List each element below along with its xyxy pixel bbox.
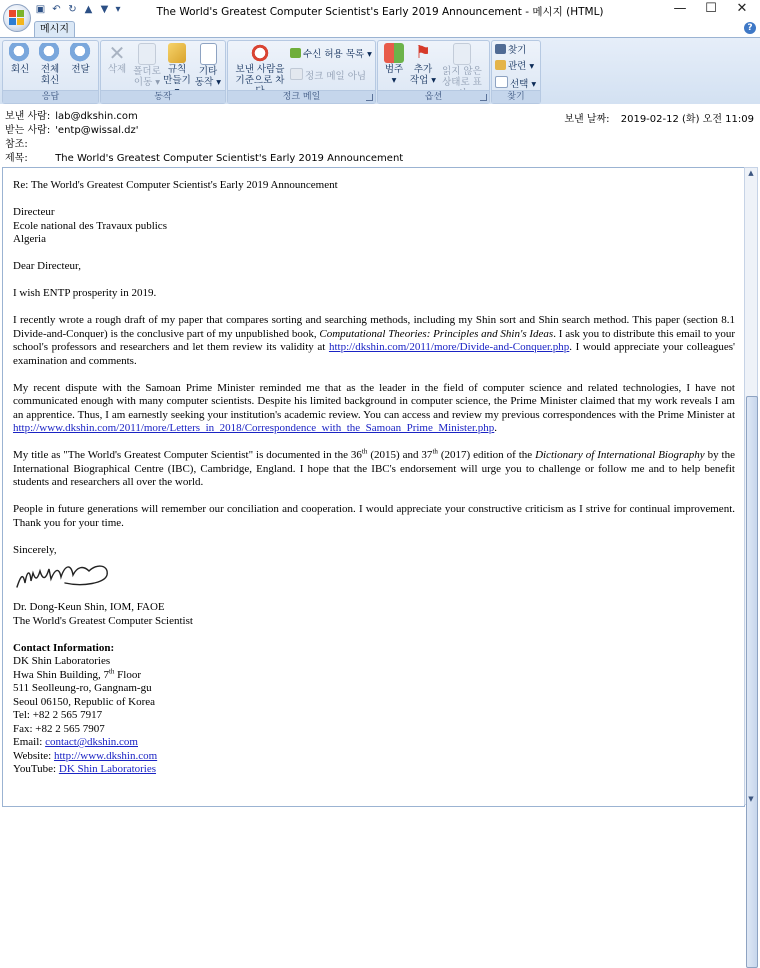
move-to-folder-button[interactable]: 폴더로 이동 ▾ bbox=[132, 43, 162, 88]
customize-qat-icon[interactable]: ▾ bbox=[115, 4, 121, 15]
save-icon[interactable]: ▣ bbox=[35, 4, 46, 15]
divide-conquer-link[interactable]: http://dkshin.com/2011/more/Divide-and-Conquer.php bbox=[328, 341, 570, 353]
minimize-button[interactable]: — bbox=[673, 1, 687, 16]
message-body bbox=[2, 167, 745, 807]
reply-icon bbox=[9, 43, 31, 63]
tab-message[interactable]: 메시지 bbox=[34, 21, 75, 38]
previous-item-icon[interactable]: ▲ bbox=[84, 4, 93, 15]
reply-button[interactable]: 회신 bbox=[6, 43, 34, 75]
block-sender-button[interactable]: 보낸 사람을 기준으로 차 bbox=[231, 43, 289, 97]
contact-email: Email: contact@dkshin.com bbox=[13, 736, 138, 748]
subject-row: 제목: The World's Greatest Computer Scientist's Early 2019 Announcement bbox=[5, 153, 404, 164]
paragraph-5: People in future generations will remember our conciliation and cooperation. I would appreciate your constructive criticism as I strive for continual improvement. Thank you for your time. bbox=[13, 503, 735, 529]
follow-up-button[interactable]: ⚑ 추가 작업 ▾ bbox=[409, 42, 437, 86]
handwritten-signature bbox=[13, 557, 113, 597]
re-line: Re: The World's Greatest Computer Scientist's Early 2019 Announcement bbox=[13, 179, 338, 191]
to-row: 받는 사람: 'entp@wissal.dz' bbox=[5, 125, 139, 136]
flag-icon: ⚑ bbox=[414, 42, 432, 63]
signature-name: Dr. Dong-Keun Shin, IOM, FAOE bbox=[13, 601, 165, 613]
correspondence-link[interactable]: http://www.dkshin.com/2011/more/Letters_in_2018/Correspondence_with_the_Samoan_Prime_Minister.php bbox=[13, 422, 495, 434]
title-bar bbox=[0, 0, 760, 20]
delete-button[interactable]: ✕ 삭제 bbox=[107, 41, 127, 75]
group-options bbox=[377, 40, 490, 104]
contact-street: 511 Seolleung-ro, Gangnam-gu bbox=[13, 682, 152, 694]
options-dialog-launcher[interactable] bbox=[480, 94, 487, 101]
forward-icon bbox=[70, 43, 92, 63]
contact-city: Seoul 06150, Republic of Korea bbox=[13, 695, 156, 708]
folder-move-icon bbox=[138, 43, 156, 65]
paragraph-1: I wish ENTP prosperity in 2019. bbox=[13, 287, 157, 299]
website-link[interactable]: http://www.dkshin.com bbox=[53, 749, 158, 762]
group-actions-title: 동작 bbox=[101, 90, 225, 103]
group-junk-mail bbox=[227, 40, 376, 104]
vertical-scrollbar[interactable] bbox=[744, 167, 758, 805]
message-content bbox=[13, 179, 735, 777]
safe-list-icon bbox=[290, 48, 301, 58]
reply-all-button[interactable]: 전체 회신 bbox=[35, 43, 65, 86]
ribbon-tab-row bbox=[0, 20, 760, 37]
select-icon bbox=[495, 76, 508, 88]
mark-unread-button[interactable]: 읽지 않은 상태로 표 bbox=[438, 43, 486, 99]
window-title: The World's Greatest Computer Scientist's Early 2019 Announcement - 메시지 (HTML) bbox=[156, 6, 604, 18]
scroll-down-icon[interactable]: ▼ bbox=[748, 795, 754, 803]
other-actions-button[interactable]: 기타 동작 ▾ bbox=[193, 43, 223, 88]
contact-youtube: YouTube: DK Shin Laboratories bbox=[13, 763, 157, 775]
mark-unread-icon bbox=[453, 43, 471, 65]
group-respond bbox=[2, 40, 99, 104]
from-row: 보낸 사람: lab@dkshin.com bbox=[5, 111, 138, 122]
redo-icon[interactable]: ↻ bbox=[68, 4, 77, 15]
recipient-address: Directeur Ecole national des Travaux publics Algeria bbox=[13, 206, 167, 245]
related-button[interactable]: 관련 ▾ bbox=[495, 60, 534, 73]
not-junk-button[interactable]: 정크 메일 아님 bbox=[290, 68, 366, 83]
group-actions bbox=[100, 40, 226, 104]
sent-row: 보낸 날짜: 2019-02-12 (화) 오전 11:09 bbox=[564, 114, 754, 125]
dictionary-title: Dictionary of International Biography bbox=[535, 449, 705, 461]
categorize-icon bbox=[384, 43, 404, 63]
contact-heading: Contact Information: bbox=[13, 641, 115, 654]
contact-building: Hwa Shin Building, 7th Floor bbox=[13, 666, 141, 681]
paragraph-2: I recently wrote a rough draft of my paper that compares sorting and searching methods, including my Shin sort and Shin search method. This paper (section 8.1 Divide-and-Conquer) is the conclusive part of my unpublished book, Computational Theories: Principles and Shin's Ideas. I ask you to distribute this email to your school's professors and researchers and let them review its validity at http://dkshin.com/2011/more/Divide-and-Conquer.php. I would appreciate your colleagues' examination and comments. bbox=[13, 314, 735, 367]
cc-row: 참조: bbox=[5, 139, 28, 150]
contact-tel: Tel: +82 2 565 7917 bbox=[13, 709, 103, 721]
reply-all-icon bbox=[39, 43, 61, 63]
ribbon bbox=[0, 37, 760, 105]
contact-website: Website: http://www.dkshin.com bbox=[13, 749, 158, 762]
delete-icon: ✕ bbox=[108, 41, 126, 65]
forward-button[interactable]: 전달 bbox=[66, 43, 95, 75]
block-sender-icon bbox=[249, 43, 271, 63]
contact-org: DK Shin Laboratories bbox=[13, 655, 111, 667]
subject-value: The World's Greatest Computer Scientist's Early 2019 Announcement bbox=[55, 153, 404, 164]
other-actions-icon bbox=[200, 43, 217, 65]
select-button[interactable]: 선택 ▾ bbox=[495, 76, 536, 91]
signature-title: The World's Greatest Computer Scientist bbox=[13, 614, 193, 627]
close-button[interactable]: ✕ bbox=[736, 1, 748, 16]
office-logo-icon bbox=[9, 10, 25, 26]
paragraph-3: My recent dispute with the Samoan Prime Minister reminded me that as the leader in the field of computer science and related technologies, I have not communicated enough with many computer scientists. Despite his limited background in computer science, the Prime Minister claimed that my work reveals I am an apprentice. Thus, I am earnestly seeking your institution's academic review. You can access and review my previous correspondences with the Prime Minister at http://www.dkshin.com/2011/more/Letters_in_2018/Correspondence_with_the_Samoan_Prime_Minister.php. bbox=[13, 381, 735, 434]
to-value[interactable]: 'entp@wissal.dz' bbox=[55, 125, 139, 136]
group-find bbox=[491, 40, 541, 104]
next-item-icon[interactable]: ▼ bbox=[100, 4, 109, 15]
rule-icon bbox=[168, 43, 186, 63]
categorize-button[interactable]: 범주 ▾ bbox=[380, 43, 408, 86]
from-value[interactable]: lab@dkshin.com bbox=[55, 111, 138, 122]
office-button[interactable] bbox=[3, 4, 31, 32]
undo-icon[interactable]: ↶ bbox=[52, 4, 61, 15]
email-link[interactable]: contact@dkshin.com bbox=[45, 736, 138, 748]
contact-fax: Fax: +82 2 565 7907 bbox=[13, 722, 105, 735]
greeting: Dear Directeur, bbox=[13, 260, 81, 272]
junk-dialog-launcher[interactable] bbox=[366, 94, 373, 101]
safe-list-button[interactable]: 수신 허용 목록 ▾ bbox=[290, 48, 372, 61]
book-title: Computational Theories: Principles and Shin's Ideas bbox=[319, 327, 554, 340]
create-rule-button[interactable]: 규칙 만들기 bbox=[162, 43, 192, 97]
find-button[interactable]: 찾기 bbox=[495, 44, 526, 57]
scroll-up-icon[interactable]: ▲ bbox=[748, 169, 754, 177]
group-options-title: 옵션 bbox=[378, 90, 489, 103]
group-find-title: 찾기 bbox=[492, 90, 540, 103]
closing: Sincerely, bbox=[13, 543, 57, 556]
group-junk-title: 정크 메일 bbox=[228, 90, 375, 103]
paragraph-4: My title as "The World's Greatest Computer Scientist" is documented in the 36th (2015) and 37th (2017) edition of the Dictionary of International Biography by the International Biographical Centre (IBC), Cambridge, England. I hope that the IBC's endorsement will urge you to challenge or follow me and to help benefit students and researchers all over the world. bbox=[13, 447, 735, 488]
related-icon bbox=[495, 60, 506, 70]
sent-value: 2019-02-12 (화) 오전 11:09 bbox=[620, 114, 754, 125]
youtube-link[interactable]: DK Shin Laboratories bbox=[58, 763, 157, 775]
maximize-button[interactable]: ☐ bbox=[705, 1, 717, 16]
not-junk-icon bbox=[290, 68, 303, 80]
message-header bbox=[0, 104, 760, 166]
binoculars-icon bbox=[495, 44, 506, 54]
group-respond-title: 응답 bbox=[3, 90, 98, 103]
help-icon[interactable]: ? bbox=[744, 22, 756, 34]
scrollbar-thumb[interactable] bbox=[746, 396, 758, 968]
